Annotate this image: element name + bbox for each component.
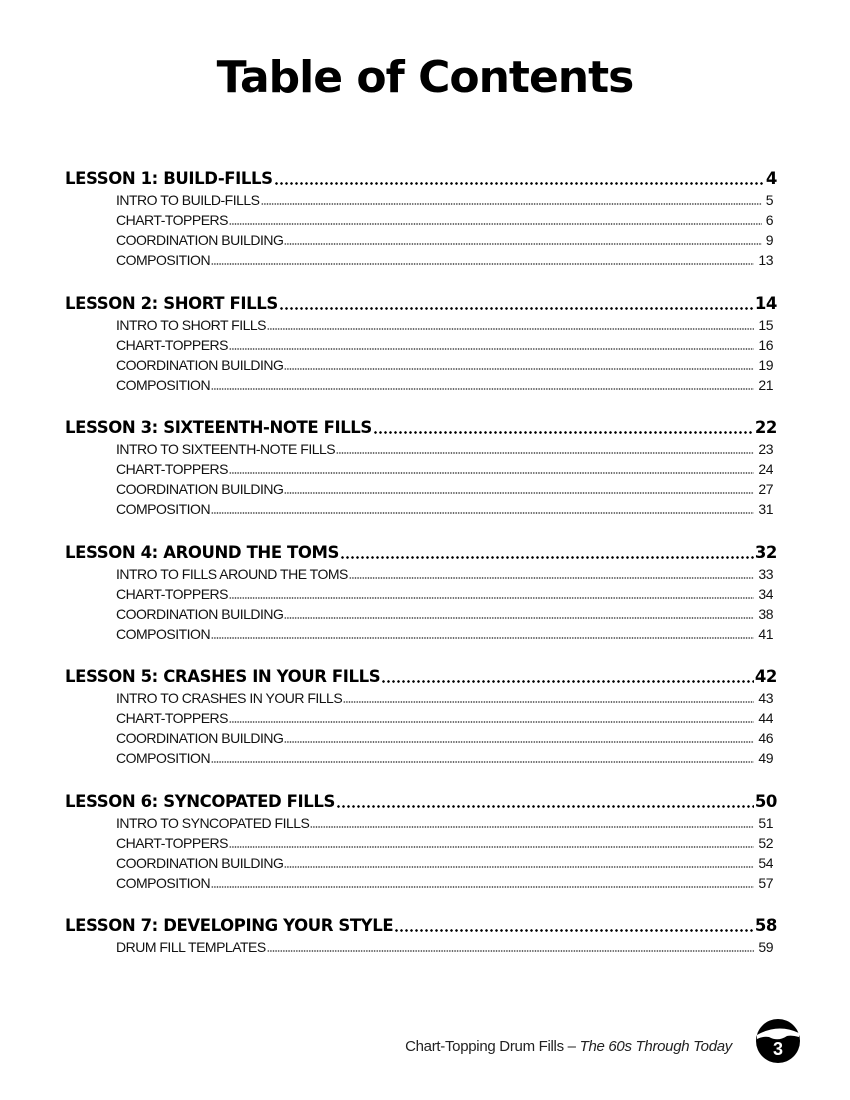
subentry-title: CHART-TOPPERS: [116, 585, 229, 602]
subentry-title: INTRO TO SYNCOPATED FILLS: [116, 814, 310, 831]
toc-subentry[interactable]: [116, 853, 773, 873]
subentry-title: COORDINATION BUILDING: [116, 481, 284, 497]
subentry-page-number: 9: [765, 232, 773, 248]
dot-leader: [261, 190, 762, 210]
dot-leader: [229, 708, 754, 728]
subentry-page-number: 13: [758, 252, 773, 268]
dot-leader: [279, 293, 754, 315]
lesson-section: [65, 666, 777, 791]
dot-leader: [336, 439, 754, 459]
dot-leader: [211, 748, 754, 768]
toc-subentry[interactable]: [116, 604, 773, 624]
footer-book-title: [405, 1038, 732, 1055]
subentry-page-number: 34: [758, 585, 773, 602]
subentry-page-number: 51: [758, 814, 773, 831]
dot-leader: [211, 624, 754, 644]
subentry-page-number: 6: [765, 212, 773, 228]
dot-leader: [340, 542, 754, 564]
subentry-page-number: 31: [758, 501, 773, 517]
subentry-page-number: 5: [765, 192, 773, 208]
dot-leader: [284, 728, 754, 748]
dot-leader: [211, 873, 754, 893]
toc-subentry[interactable]: [116, 479, 773, 499]
title-separator: –: [563, 1038, 580, 1055]
lesson-title: LESSON 6: SYNCOPATED FILLS: [65, 791, 335, 811]
lesson-page-number: 50: [754, 791, 777, 811]
subentry-title: INTRO TO SHORT FILLS: [116, 316, 267, 333]
subentry-title: COORDINATION BUILDING: [116, 605, 284, 622]
dot-leader: [274, 168, 765, 190]
toc-subentry[interactable]: [116, 937, 773, 957]
dot-leader: [267, 937, 755, 957]
toc-subentry[interactable]: [116, 499, 773, 519]
lesson-title: LESSON 1: BUILD-FILLS: [65, 169, 273, 188]
lesson-section: [65, 542, 777, 667]
dot-leader: [343, 688, 754, 708]
subentry-page-number: 16: [758, 336, 773, 353]
lesson-section: [65, 293, 777, 418]
dot-leader: [394, 915, 754, 937]
subentry-title: COORDINATION BUILDING: [116, 854, 284, 871]
lesson-section: [65, 915, 777, 1040]
subentry-page-number: 24: [758, 461, 773, 477]
subentry-page-number: 59: [758, 939, 773, 955]
subentry-page-number: 23: [758, 441, 773, 457]
toc-subentry[interactable]: [116, 439, 773, 459]
lesson-page-number: 42: [754, 667, 777, 686]
toc-subentry[interactable]: [116, 230, 773, 250]
lesson-heading-entry[interactable]: [65, 542, 777, 564]
page-number-badge: [755, 1018, 801, 1064]
lesson-title: LESSON 5: CRASHES IN YOUR FILLS: [65, 667, 381, 686]
lesson-section: [65, 417, 777, 542]
lesson-title: LESSON 4: AROUND THE TOMS: [65, 542, 340, 562]
subentry-page-number: 41: [758, 625, 773, 642]
subentry-title: COMPOSITION: [116, 252, 211, 268]
subentry-page-number: 33: [758, 565, 773, 582]
toc-subentry[interactable]: [116, 315, 773, 335]
dot-leader: [284, 479, 754, 499]
lesson-page-number: 32: [754, 542, 777, 562]
toc-subentry[interactable]: [116, 873, 773, 893]
lesson-section: [65, 168, 777, 293]
page-number: 3: [772, 1039, 783, 1059]
dot-leader: [381, 666, 754, 688]
subentry-page-number: 21: [758, 376, 773, 393]
dot-leader: [310, 813, 754, 833]
lesson-title: LESSON 7: DEVELOPING YOUR STYLE: [65, 916, 394, 935]
toc-subentry[interactable]: [116, 459, 773, 479]
subentry-title: COMPOSITION: [116, 750, 211, 766]
dot-leader: [284, 604, 754, 624]
subentry-title: COMPOSITION: [116, 376, 211, 393]
dot-leader: [229, 210, 762, 230]
dot-leader: [373, 417, 754, 439]
toc-subentry[interactable]: [116, 375, 773, 395]
subentry-page-number: 19: [758, 356, 773, 373]
dot-leader: [336, 791, 754, 813]
toc-subentry[interactable]: [116, 564, 773, 584]
dot-leader: [229, 335, 754, 355]
subentry-page-number: 52: [758, 834, 773, 851]
subentry-title: COORDINATION BUILDING: [116, 232, 284, 248]
lesson-title: LESSON 2: SHORT FILLS: [65, 293, 278, 313]
toc-subentry[interactable]: [116, 355, 773, 375]
dot-leader: [229, 584, 754, 604]
page-footer: [0, 1038, 850, 1062]
dot-leader: [211, 250, 754, 270]
book-subtitle: The 60s Through Today: [579, 1038, 732, 1055]
dot-leader: [284, 355, 754, 375]
page-title: Table of Contents: [216, 52, 634, 103]
toc-subentry[interactable]: [116, 624, 773, 644]
dot-leader: [284, 853, 754, 873]
toc-subentry[interactable]: [116, 335, 773, 355]
subentry-page-number: 46: [758, 730, 773, 746]
toc-subentry[interactable]: [116, 833, 773, 853]
subentry-title: COORDINATION BUILDING: [116, 730, 284, 746]
subentry-title: INTRO TO BUILD-FILLS: [116, 192, 260, 208]
dot-leader: [284, 230, 761, 250]
dot-leader: [229, 833, 754, 853]
dot-leader: [211, 375, 754, 395]
toc-subentry[interactable]: [116, 688, 773, 708]
lesson-page-number: 14: [754, 293, 777, 313]
dot-leader: [349, 564, 755, 584]
subentry-title: CHART-TOPPERS: [116, 834, 229, 851]
subentry-title: CHART-TOPPERS: [116, 461, 229, 477]
subentry-title: COORDINATION BUILDING: [116, 356, 284, 373]
lesson-heading-entry[interactable]: [65, 666, 777, 688]
subentry-page-number: 57: [758, 874, 773, 891]
toc-subentry[interactable]: [116, 748, 773, 768]
subentry-page-number: 49: [758, 750, 773, 766]
subentry-page-number: 27: [758, 481, 773, 497]
subentry-page-number: 38: [758, 605, 773, 622]
lesson-heading-entry[interactable]: [65, 293, 777, 315]
subentry-page-number: 43: [758, 690, 773, 706]
subentry-title: COMPOSITION: [116, 501, 211, 517]
dot-leader: [211, 499, 754, 519]
toc-subentry[interactable]: [116, 190, 773, 210]
subentry-title: COMPOSITION: [116, 874, 211, 891]
toc-subentry[interactable]: [116, 210, 773, 230]
lesson-page-number: 22: [754, 418, 777, 437]
toc-subentry[interactable]: [116, 708, 773, 728]
subentry-title: CHART-TOPPERS: [116, 710, 229, 726]
subentry-page-number: 54: [758, 854, 773, 871]
lesson-page-number: 58: [754, 916, 777, 935]
lesson-heading-entry[interactable]: [65, 791, 777, 813]
subentry-title: INTRO TO SIXTEENTH-NOTE FILLS: [116, 441, 336, 457]
lesson-title: LESSON 3: SIXTEENTH-NOTE FILLS: [65, 418, 372, 437]
lesson-section: [65, 791, 777, 916]
toc-subentry[interactable]: [116, 728, 773, 748]
subentry-title: INTRO TO CRASHES IN YOUR FILLS: [116, 690, 343, 706]
subentry-title: CHART-TOPPERS: [116, 212, 229, 228]
lesson-heading-entry[interactable]: [65, 915, 777, 937]
dot-leader: [229, 459, 754, 479]
subentry-title: DRUM FILL TEMPLATES: [116, 939, 266, 955]
subentry-page-number: 44: [758, 710, 773, 726]
toc-subentry[interactable]: [116, 813, 773, 833]
subentry-page-number: 15: [758, 316, 773, 333]
toc-subentry[interactable]: [116, 250, 773, 270]
subentry-title: CHART-TOPPERS: [116, 336, 229, 353]
book-title: Chart-Topping Drum Fills: [405, 1038, 564, 1055]
lesson-heading-entry[interactable]: [65, 168, 777, 190]
lesson-heading-entry[interactable]: [65, 417, 777, 439]
toc-subentry[interactable]: [116, 584, 773, 604]
table-of-contents: [65, 168, 777, 1040]
lesson-page-number: 4: [765, 169, 777, 188]
dot-leader: [267, 315, 754, 335]
subentry-title: COMPOSITION: [116, 625, 211, 642]
subentry-title: INTRO TO FILLS AROUND THE TOMS: [116, 565, 348, 582]
